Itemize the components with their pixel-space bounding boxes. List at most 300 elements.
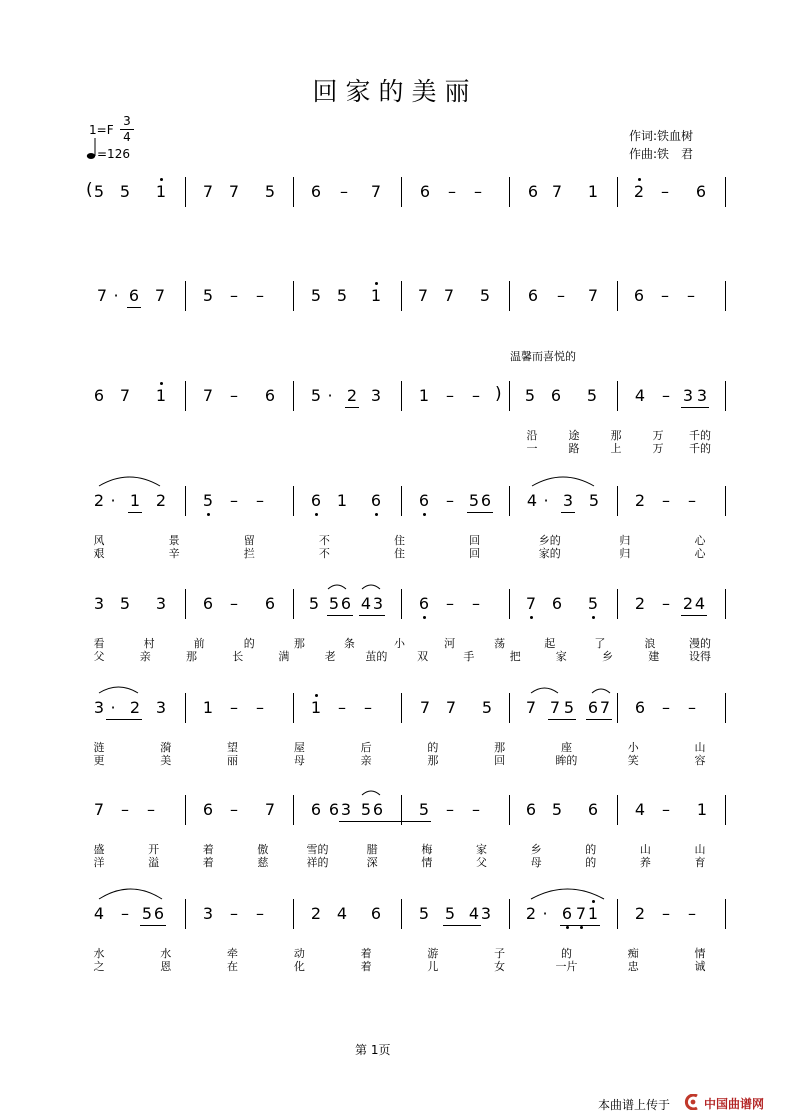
note: 5 xyxy=(479,286,491,305)
note: 3 xyxy=(562,491,574,510)
note: – xyxy=(230,594,238,613)
lyric-syllable: 母 xyxy=(530,856,542,869)
note: 6 xyxy=(310,182,322,201)
note: 1 xyxy=(202,698,214,717)
note: 5 xyxy=(141,904,153,923)
lyric-syllable: 山 xyxy=(639,843,651,856)
lyric-syllable: 留 xyxy=(243,534,255,547)
lyric-syllable: 动 xyxy=(293,947,305,960)
note: 2 xyxy=(129,698,141,717)
lyric-syllable: 回 xyxy=(469,547,481,560)
note: – xyxy=(230,904,238,923)
lyric-syllable: 乡 xyxy=(530,843,542,856)
lyric-syllable: 的 xyxy=(560,947,572,960)
note: 5 xyxy=(328,594,340,613)
note: – xyxy=(662,594,670,613)
note: 2 xyxy=(634,491,646,510)
note: 7 xyxy=(154,286,166,305)
note: 7 xyxy=(445,698,457,717)
note: 6 xyxy=(370,491,382,510)
upload-notice: 本曲谱上传于 xyxy=(598,1098,671,1112)
note: – xyxy=(557,286,565,305)
note: – xyxy=(472,386,480,405)
note: 6 xyxy=(587,800,599,819)
slur xyxy=(362,791,380,795)
note: – xyxy=(446,800,454,819)
lyric-syllable: 养 xyxy=(639,856,651,869)
note: 1 xyxy=(370,286,382,305)
note: 6 xyxy=(93,386,105,405)
note: 3 xyxy=(202,904,214,923)
note: 7 xyxy=(417,286,429,305)
lyric-syllable: 起 xyxy=(544,637,556,650)
slur xyxy=(532,477,594,486)
lyric-syllable: 看 xyxy=(93,637,105,650)
note: 7 xyxy=(525,594,537,613)
note: 6 xyxy=(340,594,352,613)
note: · xyxy=(542,904,548,923)
note: 6 xyxy=(202,594,214,613)
note: 5 xyxy=(93,182,105,201)
song-title: 回家的美丽 xyxy=(312,77,478,106)
lyric-syllable: 景 xyxy=(168,534,180,547)
note: 6 xyxy=(551,594,563,613)
note: – xyxy=(662,800,670,819)
lyric-syllable: 双 xyxy=(417,650,429,663)
note: – xyxy=(230,800,238,819)
note: 6 xyxy=(634,698,646,717)
lyric-syllable: 那 xyxy=(185,650,197,663)
lyric-syllable: 心 xyxy=(694,534,706,547)
composer-credit: 作曲:铁 君 xyxy=(629,147,694,161)
note: – xyxy=(662,904,670,923)
lyric-syllable: 座 xyxy=(560,741,572,754)
note: · xyxy=(110,698,116,717)
lyric-syllable: 回 xyxy=(494,754,506,767)
note: – xyxy=(687,286,695,305)
note: 7 xyxy=(599,698,611,717)
note: 5 xyxy=(563,698,575,717)
site-logo-icon xyxy=(683,1094,701,1110)
note: 2 xyxy=(634,594,646,613)
lyric-syllable: 忠 xyxy=(627,960,639,973)
note: – xyxy=(340,182,348,201)
note: 6 xyxy=(310,491,322,510)
lyric-syllable: 艰 xyxy=(93,547,105,560)
lyric-syllable: 一 xyxy=(526,442,538,455)
note: 5 xyxy=(310,386,322,405)
note: – xyxy=(688,698,696,717)
lyric-syllable: 腊 xyxy=(366,843,378,856)
time-signature-bottom: 4 xyxy=(123,130,131,144)
lyric-syllable: 望 xyxy=(227,741,239,754)
lyric-syllable: 着 xyxy=(360,960,372,973)
note: 6 xyxy=(264,386,276,405)
lyric-syllable: 回 xyxy=(469,534,481,547)
key-signature: 1=F xyxy=(89,123,114,137)
note: 7 xyxy=(575,904,587,923)
note: – xyxy=(256,286,264,305)
note: 6 xyxy=(561,904,573,923)
note: 7 xyxy=(96,286,108,305)
note: 5 xyxy=(588,491,600,510)
note: 5 xyxy=(524,386,536,405)
lyric-syllable: 后 xyxy=(360,741,372,754)
note: 5 xyxy=(202,491,214,510)
note: · xyxy=(327,386,333,405)
lyric-syllable: 笑 xyxy=(627,754,639,767)
note: 6 xyxy=(527,286,539,305)
lyric-syllable: 水 xyxy=(93,947,105,960)
lyric-syllable: 雪的 xyxy=(306,843,329,856)
lyric-syllable: 美 xyxy=(160,754,172,767)
note: 5 xyxy=(310,286,322,305)
note: 6 xyxy=(587,698,599,717)
note: – xyxy=(661,286,669,305)
note: 6 xyxy=(418,594,430,613)
lyric-syllable: 建 xyxy=(648,650,660,663)
note: – xyxy=(662,386,670,405)
note: 6 xyxy=(370,904,382,923)
lyric-syllable: 的 xyxy=(243,637,255,650)
lyric-syllable: 条 xyxy=(343,637,355,650)
site-logo-text: 中国曲谱网 xyxy=(704,1097,765,1111)
lyric-syllable: 祥的 xyxy=(306,856,329,869)
note: – xyxy=(446,594,454,613)
note: – xyxy=(230,698,238,717)
note: 3 xyxy=(480,904,492,923)
note: 3 xyxy=(93,594,105,613)
lyric-syllable: 途 xyxy=(568,429,580,442)
note: 3 xyxy=(93,698,105,717)
note: 2 xyxy=(525,904,537,923)
note: – xyxy=(448,182,456,201)
lyric-syllable: 的 xyxy=(427,741,439,754)
lyric-syllable: 一片 xyxy=(555,960,578,973)
lyric-syllable: 父 xyxy=(475,856,487,869)
lyric-syllable: 设得 xyxy=(689,650,711,663)
note: 3 xyxy=(696,386,708,405)
lyric-syllable: 茧的 xyxy=(365,650,388,663)
lyric-syllable: 开 xyxy=(148,843,160,856)
lyric-syllable: 漫的 xyxy=(689,637,711,650)
note: 3 xyxy=(682,386,694,405)
note: 6 xyxy=(418,491,430,510)
lyric-syllable: 游 xyxy=(427,947,439,960)
slur xyxy=(99,477,160,486)
lyric-syllable: 心 xyxy=(694,547,706,560)
lyric-syllable: 长 xyxy=(232,650,244,663)
lyric-syllable: 漪 xyxy=(160,741,172,754)
note: 6 xyxy=(550,386,562,405)
note: · xyxy=(543,491,549,510)
lyric-syllable: 家的 xyxy=(538,547,561,560)
note: 4 xyxy=(468,904,480,923)
note: 1 xyxy=(587,904,599,923)
lyric-syllable: 满 xyxy=(278,650,290,663)
note: – xyxy=(474,182,482,201)
lyric-syllable: 万 xyxy=(652,442,664,455)
lyric-syllable: 更 xyxy=(93,754,105,767)
note: – xyxy=(121,904,129,923)
note: 1 xyxy=(418,386,430,405)
note: – xyxy=(446,386,454,405)
note: 2 xyxy=(682,594,694,613)
slur xyxy=(362,585,380,589)
lyric-syllable: 涟 xyxy=(93,741,105,754)
note: 1 xyxy=(587,182,599,201)
lyric-syllable: 深 xyxy=(366,856,378,869)
lyric-syllable: 盛 xyxy=(93,843,105,856)
repeat-paren-open: ( xyxy=(86,180,93,200)
slur xyxy=(531,889,604,899)
lyric-syllable: 容 xyxy=(694,754,706,767)
lyric-syllable: 化 xyxy=(293,960,305,973)
note: 3 xyxy=(370,386,382,405)
lyric-syllable: 情 xyxy=(421,856,433,869)
note: – xyxy=(688,904,696,923)
expression-marking: 温馨而喜悦的 xyxy=(510,350,576,363)
note: 5 xyxy=(468,491,480,510)
note: 1 xyxy=(155,386,167,405)
note: – xyxy=(147,800,155,819)
note: 6 xyxy=(480,491,492,510)
note: 2 xyxy=(346,386,358,405)
note: 6 xyxy=(419,182,431,201)
lyric-syllable: 风 xyxy=(93,534,105,547)
note: · xyxy=(110,491,116,510)
lyric-syllable: 着 xyxy=(202,856,214,869)
lyric-syllable: 住 xyxy=(394,547,405,560)
lyric-syllable: 乡 xyxy=(602,650,614,663)
slur xyxy=(531,688,558,693)
note: 1 xyxy=(310,698,322,717)
note: 7 xyxy=(228,182,240,201)
note: 7 xyxy=(264,800,276,819)
note: 6 xyxy=(128,286,140,305)
lyricist-credit: 作词:铁血树 xyxy=(629,129,694,143)
lyric-syllable: 傲 xyxy=(257,843,269,856)
note: – xyxy=(338,698,346,717)
lyric-syllable: 那 xyxy=(427,754,439,767)
page-number: 第 1页 xyxy=(355,1043,391,1057)
note: 5 xyxy=(586,386,598,405)
note: 7 xyxy=(525,698,537,717)
note: 5 xyxy=(360,800,372,819)
lyric-syllable: 在 xyxy=(227,960,239,973)
note: 5 xyxy=(587,594,599,613)
note: 7 xyxy=(587,286,599,305)
lyric-syllable: 子 xyxy=(494,947,506,960)
note: 6 xyxy=(328,800,340,819)
note: – xyxy=(121,800,129,819)
note: – xyxy=(256,491,264,510)
note: – xyxy=(364,698,372,717)
lyric-syllable: 前 xyxy=(193,637,205,650)
lyric-syllable: 拦 xyxy=(243,547,255,560)
note: 7 xyxy=(443,286,455,305)
lyric-syllable: 洋 xyxy=(93,856,105,869)
lyric-syllable: 着 xyxy=(360,947,372,960)
lyric-syllable: 梅 xyxy=(421,843,433,856)
lyric-syllable: 乡的 xyxy=(538,534,561,547)
lyric-syllable: 父 xyxy=(93,650,105,663)
lyric-syllable: 恩 xyxy=(160,960,172,973)
lyric-syllable: 那 xyxy=(293,637,305,650)
note: – xyxy=(688,491,696,510)
note: 5 xyxy=(202,286,214,305)
note: 1 xyxy=(336,491,348,510)
note: 2 xyxy=(93,491,105,510)
lyric-syllable: 荡 xyxy=(494,637,506,650)
lyric-syllable: 把 xyxy=(509,650,521,663)
note: 1 xyxy=(155,182,167,201)
note: – xyxy=(230,286,238,305)
lyric-syllable: 之 xyxy=(93,960,105,973)
lyric-syllable: 慈 xyxy=(257,856,269,869)
slur xyxy=(328,585,346,589)
tempo-marking: =126 xyxy=(97,147,130,161)
lyric-syllable: 溢 xyxy=(148,856,160,869)
note: 4 xyxy=(634,386,646,405)
lyric-syllable: 屋 xyxy=(293,741,305,754)
time-signature-top: 3 xyxy=(123,114,131,128)
lyric-syllable: 丽 xyxy=(227,754,239,767)
note: 7 xyxy=(549,698,561,717)
note: 2 xyxy=(155,491,167,510)
lyric-syllable: 千的 xyxy=(689,429,711,442)
note: 7 xyxy=(119,386,131,405)
note: 6 xyxy=(525,800,537,819)
lyric-syllable: 小 xyxy=(394,637,405,650)
lyric-syllable: 亲 xyxy=(139,650,151,663)
note: – xyxy=(230,491,238,510)
note: · xyxy=(113,286,119,305)
lyric-syllable: 育 xyxy=(694,856,706,869)
lyric-syllable: 不 xyxy=(318,547,330,560)
lyric-syllable: 浪 xyxy=(644,637,656,650)
note: 6 xyxy=(527,182,539,201)
note: 5 xyxy=(418,800,430,819)
lyric-syllable: 河 xyxy=(444,637,456,650)
note: 3 xyxy=(155,698,167,717)
lyric-syllable: 眸的 xyxy=(555,754,578,767)
lyric-syllable: 痴 xyxy=(627,947,639,960)
note: 5 xyxy=(308,594,320,613)
lyric-syllable: 着 xyxy=(202,843,214,856)
lyric-syllable: 沿 xyxy=(526,429,538,442)
note: 5 xyxy=(264,182,276,201)
lyric-syllable: 诚 xyxy=(694,960,706,973)
note: 5 xyxy=(418,904,430,923)
lyric-syllable: 了 xyxy=(594,637,606,650)
lyric-syllable: 千的 xyxy=(689,442,711,455)
note: – xyxy=(662,491,670,510)
note: 1 xyxy=(129,491,141,510)
repeat-paren-close: ) xyxy=(495,384,502,404)
lyric-syllable: 上 xyxy=(610,442,622,455)
note: – xyxy=(661,182,669,201)
note: 4 xyxy=(526,491,538,510)
lyric-syllable: 母 xyxy=(293,754,305,767)
note: – xyxy=(256,904,264,923)
lyric-syllable: 手 xyxy=(463,650,475,663)
lyric-syllable: 那 xyxy=(494,741,506,754)
slur xyxy=(99,687,138,693)
note: 7 xyxy=(202,386,214,405)
note: 5 xyxy=(119,594,131,613)
lyric-syllable: 小 xyxy=(627,741,639,754)
note: 4 xyxy=(694,594,706,613)
note: 2 xyxy=(634,904,646,923)
lyric-syllable: 家 xyxy=(555,650,567,663)
note: 3 xyxy=(340,800,352,819)
lyric-syllable: 不 xyxy=(318,534,330,547)
lyric-syllable: 归 xyxy=(619,547,631,560)
lyric-syllable: 老 xyxy=(324,650,336,663)
note: 4 xyxy=(336,904,348,923)
note: 7 xyxy=(93,800,105,819)
lyric-syllable: 女 xyxy=(494,960,506,973)
note: 7 xyxy=(370,182,382,201)
lyric-syllable: 亲 xyxy=(360,754,372,767)
lyric-syllable: 的 xyxy=(585,856,597,869)
lyric-syllable: 辛 xyxy=(168,547,180,560)
note: 7 xyxy=(202,182,214,201)
slur xyxy=(99,889,162,899)
lyric-syllable: 万 xyxy=(652,429,664,442)
lyric-syllable: 路 xyxy=(568,442,580,455)
note: 5 xyxy=(444,904,456,923)
note: 6 xyxy=(695,182,707,201)
note: 6 xyxy=(310,800,322,819)
lyric-syllable: 水 xyxy=(160,947,172,960)
note: 6 xyxy=(153,904,165,923)
note: 3 xyxy=(372,594,384,613)
note: 6 xyxy=(372,800,384,819)
note: 1 xyxy=(696,800,708,819)
note: 6 xyxy=(633,286,645,305)
note: – xyxy=(230,386,238,405)
note: 3 xyxy=(155,594,167,613)
note: 2 xyxy=(310,904,322,923)
note: 5 xyxy=(551,800,563,819)
lyric-syllable: 归 xyxy=(619,534,631,547)
lyric-syllable: 牵 xyxy=(227,947,239,960)
slur xyxy=(592,689,610,693)
note: 6 xyxy=(264,594,276,613)
note: – xyxy=(472,594,480,613)
note: – xyxy=(446,491,454,510)
note: 6 xyxy=(202,800,214,819)
lyric-syllable: 的 xyxy=(585,843,597,856)
note: – xyxy=(662,698,670,717)
lyric-syllable: 情 xyxy=(694,947,706,960)
lyric-syllable: 山 xyxy=(694,741,706,754)
note: – xyxy=(472,800,480,819)
note: 2 xyxy=(633,182,645,201)
lyric-syllable: 山 xyxy=(694,843,706,856)
note: 4 xyxy=(93,904,105,923)
note: 5 xyxy=(119,182,131,201)
note: 4 xyxy=(360,594,372,613)
lyric-syllable: 那 xyxy=(610,429,622,442)
lyric-syllable: 住 xyxy=(394,534,405,547)
lyric-syllable: 家 xyxy=(475,843,487,856)
note: 5 xyxy=(481,698,493,717)
note: 4 xyxy=(634,800,646,819)
note: – xyxy=(256,698,264,717)
